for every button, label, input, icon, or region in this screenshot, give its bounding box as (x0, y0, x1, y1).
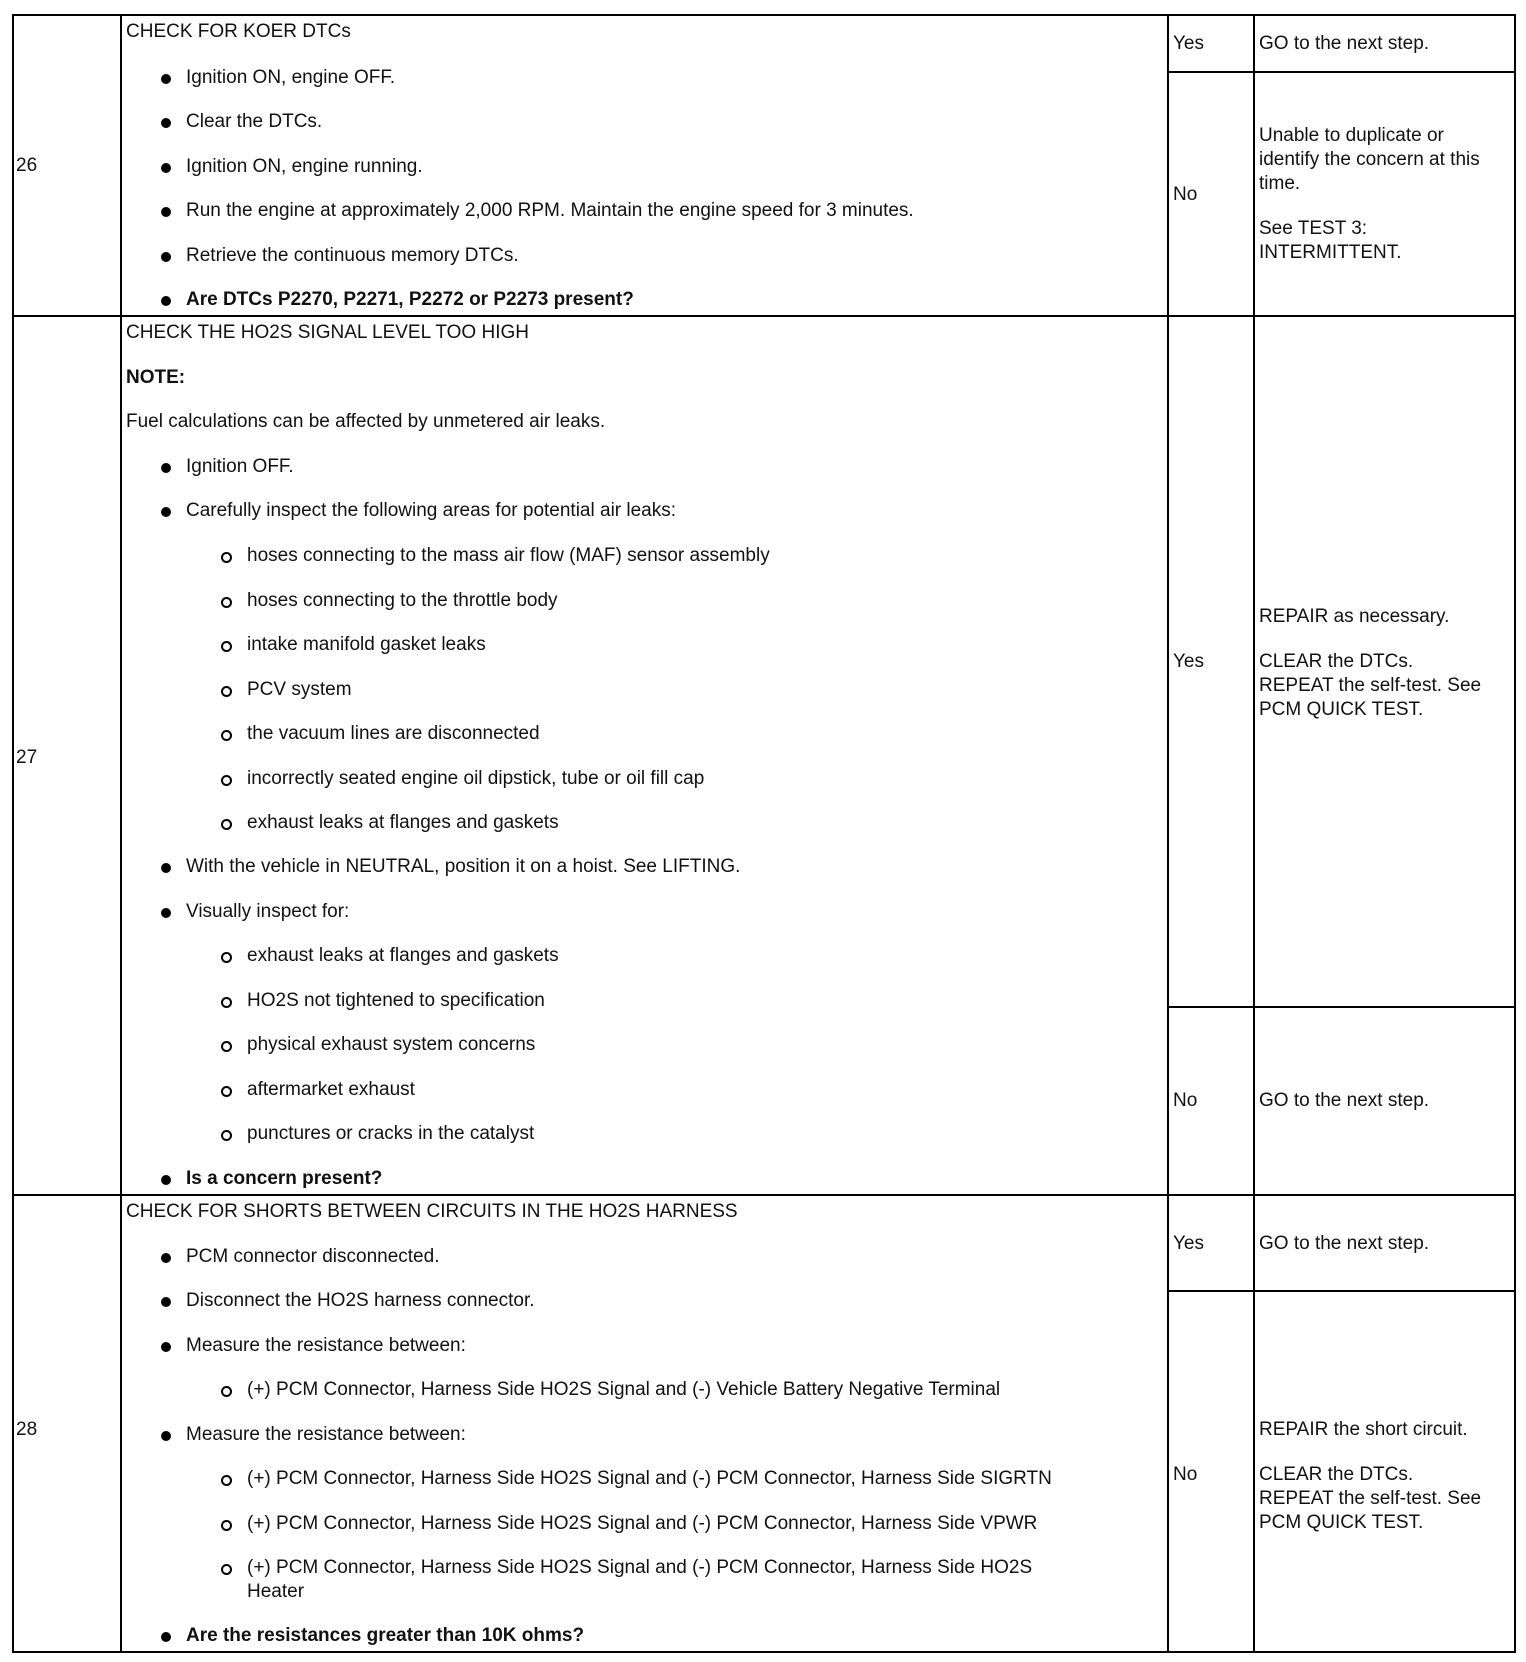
list-item: Measure the resistance between: (186, 1335, 466, 1356)
sub-list-item: (+) PCM Connector, Harness Side HO2S Signal and (-) PCM Connector, Harness Side SIGRTN (247, 1468, 1052, 1489)
note-label: NOTE: (126, 367, 186, 388)
sub-list-item: (+) PCM Connector, Harness Side HO2S Signal and (-) PCM Connector, Harness Side HO2S (247, 1557, 1033, 1578)
no-action-line: Unable to duplicate or (1259, 125, 1444, 146)
no-action-line: INTERMITTENT. (1259, 242, 1402, 263)
sub-bullet-icon (221, 1086, 232, 1097)
table-border-right (1514, 14, 1516, 1653)
list-item: Ignition ON, engine OFF. (186, 67, 396, 88)
no-label: No (1173, 1090, 1198, 1111)
bullet-icon (161, 507, 171, 517)
sub-list-item: PCV system (247, 679, 352, 700)
sub-list-item: exhaust leaks at flanges and gaskets (247, 812, 559, 833)
sub-list-item: aftermarket exhaust (247, 1079, 415, 1100)
step-number: 26 (16, 155, 38, 176)
step-title: CHECK FOR KOER DTCs (126, 21, 351, 42)
sub-bullet-icon (221, 1386, 232, 1397)
bullet-icon (161, 1253, 171, 1263)
list-item: Retrieve the continuous memory DTCs. (186, 245, 519, 266)
step-title: CHECK THE HO2S SIGNAL LEVEL TOO HIGH (126, 322, 529, 343)
list-item: Ignition OFF. (186, 456, 294, 477)
no-action-line: REPAIR the short circuit. (1259, 1419, 1468, 1440)
yes-action: GO to the next step. (1259, 33, 1430, 54)
no-action-line: identify the concern at this (1259, 149, 1480, 170)
no-action-line: CLEAR the DTCs. (1259, 1464, 1414, 1485)
sub-bullet-icon (221, 952, 232, 963)
row-divider-26-27 (12, 315, 1516, 317)
question-item: Are the resistances greater than 10K ohms? (186, 1625, 585, 1646)
sub-list-item: hoses connecting to the throttle body (247, 590, 558, 611)
table-border-bottom (12, 1651, 1516, 1653)
sub-list-item: (+) PCM Connector, Harness Side HO2S Signal and (-) PCM Connector, Harness Side VPWR (247, 1513, 1038, 1534)
yes-label: Yes (1173, 651, 1204, 672)
no-action-line: time. (1259, 173, 1301, 194)
bullet-icon (161, 207, 171, 217)
sub-list-item: the vacuum lines are disconnected (247, 723, 540, 744)
bullet-icon (161, 1297, 171, 1307)
yes-action-line: REPAIR as necessary. (1259, 606, 1450, 627)
sub-bullet-icon (221, 730, 232, 741)
sub-list-item: HO2S not tightened to specification (247, 990, 545, 1011)
row-divider-27-28 (12, 1194, 1516, 1196)
yes-no-divider-28 (1167, 1290, 1516, 1292)
sub-list-item: intake manifold gasket leaks (247, 634, 486, 655)
sub-bullet-icon (221, 1130, 232, 1141)
list-item: Run the engine at approximately 2,000 RPM. Maintain the engine speed for 3 minutes. (186, 200, 914, 221)
bullet-icon (161, 908, 171, 918)
note-text: Fuel calculations can be affected by unmetered air leaks. (126, 411, 606, 432)
question-item: Is a concern present? (186, 1168, 383, 1189)
bullet-icon (161, 74, 171, 84)
no-action-line: PCM QUICK TEST. (1259, 1512, 1424, 1533)
bullet-icon (161, 163, 171, 173)
bullet-icon (161, 463, 171, 473)
table-border-top (12, 14, 1516, 16)
sub-bullet-icon (221, 819, 232, 830)
step-title: CHECK FOR SHORTS BETWEEN CIRCUITS IN THE HO2S HARNESS (126, 1201, 738, 1222)
yes-label: Yes (1173, 33, 1204, 54)
yes-action-line: CLEAR the DTCs. (1259, 651, 1414, 672)
bullet-icon (161, 863, 171, 873)
yes-no-divider-27 (1167, 1006, 1516, 1008)
no-action: GO to the next step. (1259, 1090, 1430, 1111)
yes-action: GO to the next step. (1259, 1233, 1430, 1254)
sub-bullet-icon (221, 552, 232, 563)
sub-list-item: punctures or cracks in the catalyst (247, 1123, 535, 1144)
list-item: With the vehicle in NEUTRAL, position it on a hoist. See LIFTING. (186, 856, 741, 877)
sub-list-item: (+) PCM Connector, Harness Side HO2S Signal and (-) Vehicle Battery Negative Terminal (247, 1379, 1001, 1400)
sub-bullet-icon (221, 775, 232, 786)
step-number: 28 (16, 1419, 38, 1440)
list-item: Clear the DTCs. (186, 111, 323, 132)
step-number: 27 (16, 747, 38, 768)
bullet-icon (161, 252, 171, 262)
bullet-icon (161, 1431, 171, 1441)
list-item: PCM connector disconnected. (186, 1246, 440, 1267)
column-divider-step (120, 14, 122, 1653)
column-divider-action (1253, 14, 1255, 1653)
yes-no-divider-26 (1167, 71, 1516, 73)
no-action-line: REPEAT the self-test. See (1259, 1488, 1482, 1509)
sub-bullet-icon (221, 686, 232, 697)
bullet-icon (161, 1342, 171, 1352)
sub-bullet-icon (221, 1475, 232, 1486)
sub-bullet-icon (221, 641, 232, 652)
list-item: Carefully inspect the following areas for potential air leaks: (186, 500, 677, 521)
sub-list-item-continuation: Heater (247, 1581, 305, 1602)
list-item: Measure the resistance between: (186, 1424, 466, 1445)
sub-list-item: hoses connecting to the mass air flow (MAF) sensor assembly (247, 545, 770, 566)
yes-action-line: REPEAT the self-test. See (1259, 675, 1482, 696)
yes-label: Yes (1173, 1233, 1204, 1254)
sub-list-item: incorrectly seated engine oil dipstick, tube or oil fill cap (247, 768, 705, 789)
list-item: Disconnect the HO2S harness connector. (186, 1290, 535, 1311)
bullet-icon (161, 296, 171, 306)
sub-bullet-icon (221, 997, 232, 1008)
sub-bullet-icon (221, 1520, 232, 1531)
sub-bullet-icon (221, 597, 232, 608)
no-label: No (1173, 1464, 1198, 1485)
bullet-icon (161, 118, 171, 128)
sub-bullet-icon (221, 1041, 232, 1052)
no-action-line: See TEST 3: (1259, 218, 1368, 239)
sub-bullet-icon (221, 1564, 232, 1575)
column-divider-answer (1167, 14, 1169, 1653)
bullet-icon (161, 1632, 171, 1642)
bullet-icon (161, 1175, 171, 1185)
table-border-left (12, 14, 14, 1653)
list-item: Ignition ON, engine running. (186, 156, 423, 177)
no-label: No (1173, 184, 1198, 205)
sub-list-item: exhaust leaks at flanges and gaskets (247, 945, 559, 966)
list-item: Visually inspect for: (186, 901, 350, 922)
sub-list-item: physical exhaust system concerns (247, 1034, 536, 1055)
question-item: Are DTCs P2270, P2271, P2272 or P2273 present? (186, 289, 634, 310)
yes-action-line: PCM QUICK TEST. (1259, 699, 1424, 720)
